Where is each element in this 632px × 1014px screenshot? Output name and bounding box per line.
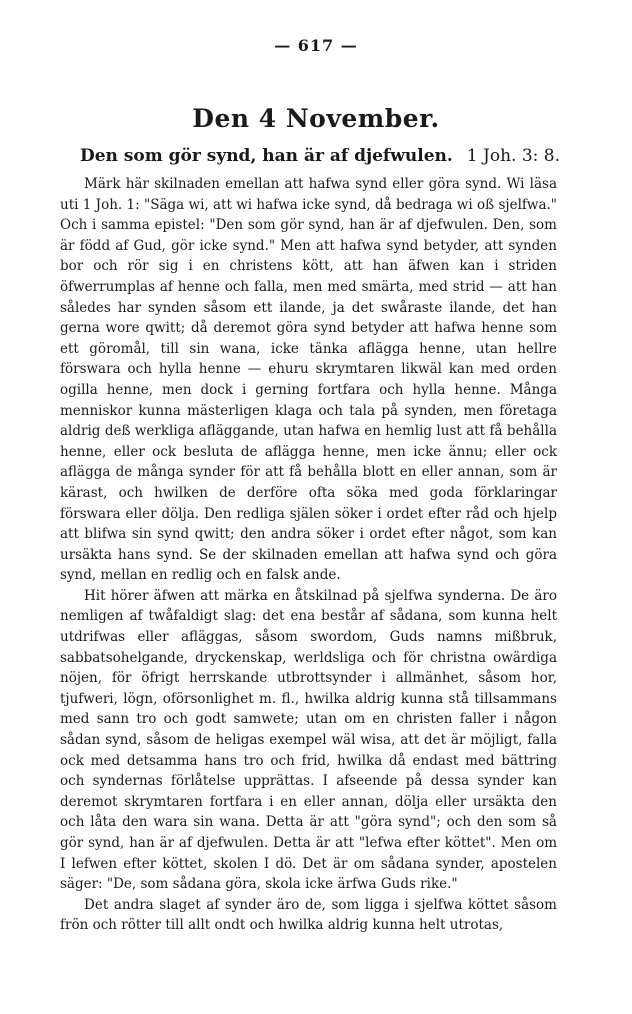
scripture-verse [80, 146, 560, 166]
page-number: — 617 — [274, 36, 358, 55]
paragraph: Det andra slaget af synder äro de, som ligga i sjelfwa köttet såsom frön och rötter till allt ondt och hwilka aldrig kunna helt utrotas, [60, 896, 557, 934]
devotional-body [60, 174, 557, 936]
verse-text: Den som gör synd, han är af djefwulen. [80, 146, 453, 166]
verse-reference: 1 Joh. 3: 8. [466, 146, 560, 166]
paragraph: Hit hörer äfwen att märka en åtskilnad på sjelfwa synderna. De äro nemligen af twåfaldigt slag: det ena består af sådana, som kunna helt utdrifwas eller afläggas, såsom swordom, Guds namns mißbruk, sabbatsohelgande, dryckenskap, werldsliga och för christna owärdiga nöjen, för öfrigt herrskande utbrottsynder i allmänhet, såsom hor, tjufweri, lögn, oförsonlighet m. fl., hwilka aldrig kunna stå tillsammans med sann tro och godt samwete; utan om en christen faller i någon sådan synd, såsom de heligas exempel wäl wisa, att det är möjligt, falla ock med detsamma hans tro och frid, hwilka då endast med bättring och syndernas förlåtelse upprättas. I afseende på dessa synder kan deremot skrymtaren fortfara i en eller annan, dölja eller ursäkta den och låta den wara sin wana. Detta är att "göra synd"; och den som så gör synd, han är af djefwulen. Detta är att "lefwa efter köttet". Men om I lefwen efter köttet, skolen I dö. Det är om sådana synder, apostelen säger: "De, som sådana göra, skola icke ärfwa Guds rike." [60, 587, 557, 893]
date-heading: Den 4 November. [192, 104, 440, 133]
paragraph: Märk här skilnaden emellan att hafwa synd eller göra synd. Wi läsa uti 1 Joh. 1: "Säga wi, att wi hafwa icke synd, då bedraga wi oß sjelfwa." Och i samma epistel: "Den som gör synd, han är af djefwulen. Den, som är född af Gud, gör icke synd." Men att hafwa synd betyder, att synden bor och rör sig i en christens kött, att han äfwen kan i striden öfwerrumplas af henne och falla, men med smärta, med strid — att han således har synden såsom ett ilande, ja det swåraste ilande, det han gerna wore qwitt; då deremot göra synd betyder att hafwa henne som ett göromål, till sin wana, icke tänka aflägga henne, utan hellre förswara och hylla henne — ehuru skrymtaren likwäl kan med orden ogilla henne, men dock i gerning fortfara och hylla henne. Många menniskor kunna mästerligen klaga och tala på synden, men företaga aldrig deß werkliga afläggande, utan hafwa en hemlig lust att få behålla henne, eller ock besluta de aflägga henne, men icke ännu; eller ock aflägga de många synder för att få behålla blott en eller annan, som är kärast, och hwilken de derföre ofta söka med goda förklaringar förswara eller dölja. Den redliga själen söker i ordet efter råd och hjelp att blifwa sin synd qwitt; den andra söker i ordet efter något, som kan ursäkta hans synd. Se der skilnaden emellan att hafwa synd och göra synd, mellan en redlig och en falsk ande. [60, 176, 557, 584]
